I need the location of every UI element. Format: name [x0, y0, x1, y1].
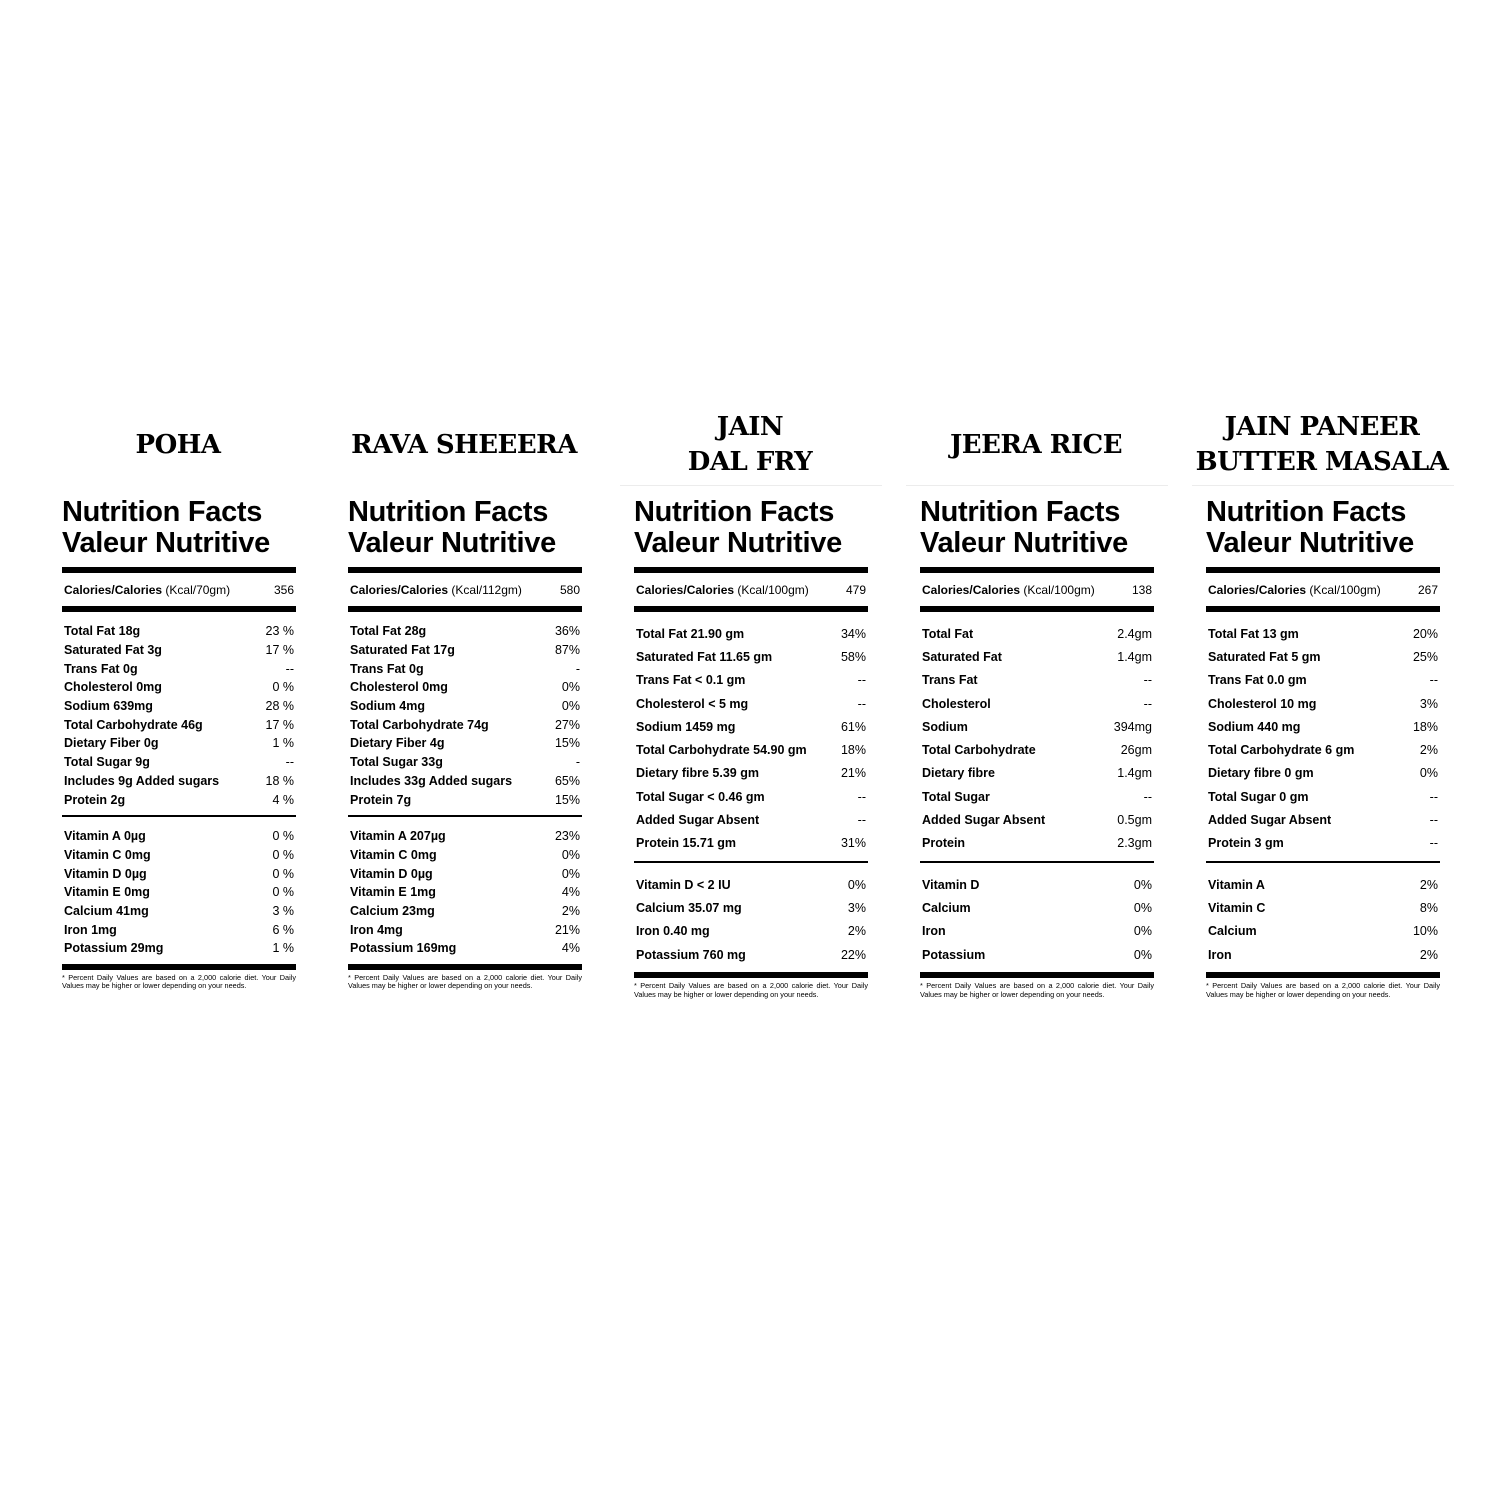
- nutrient-label: Sodium 639mg: [64, 699, 153, 714]
- nutrient-value: 0 %: [272, 680, 294, 695]
- heading-nutrition-facts: Nutrition Facts: [634, 496, 835, 528]
- nutrient-value: 17 %: [265, 643, 294, 658]
- nutrition-panel: [634, 497, 868, 999]
- nutrient-label: Trans Fat 0g: [350, 661, 424, 676]
- vitamin-label: Vitamin C 0mg: [350, 847, 437, 862]
- nutrient-row: [350, 622, 580, 641]
- product-title-line: RAVA SHEEERA: [351, 429, 577, 460]
- calories-label: Calories/Calories: [1208, 582, 1307, 597]
- heading-valeur-nutritive: Valeur Nutritive: [920, 527, 1128, 559]
- nutrient-row: [636, 785, 866, 808]
- nutrient-value: 18%: [1412, 719, 1438, 734]
- vitamins-section: [634, 863, 868, 972]
- nutrient-label: Includes 9g Added sugars: [64, 773, 220, 788]
- product-title: [902, 405, 1170, 485]
- nutrient-value: --: [1143, 789, 1152, 804]
- vitamin-value: 3%: [847, 900, 866, 915]
- nutrient-value: 0%: [561, 699, 580, 714]
- nutrient-value: --: [857, 696, 866, 711]
- nutrient-label: Trans Fat < 0.1 gm: [636, 673, 746, 688]
- heading-nutrition-facts: Nutrition Facts: [62, 496, 263, 528]
- heading-nutrition-facts: Nutrition Facts: [348, 496, 549, 528]
- vitamin-row: [64, 846, 294, 865]
- title-divider: [620, 485, 882, 486]
- nutrient-label: Sodium: [922, 719, 968, 734]
- vitamin-row: [922, 873, 1152, 896]
- nutrient-value: 87%: [554, 643, 580, 658]
- vitamin-label: Vitamin A 0µg: [64, 829, 146, 844]
- nutrient-row: [636, 832, 866, 855]
- calories-unit: (Kcal/70gm): [165, 582, 231, 597]
- vitamin-label: Potassium 169mg: [350, 941, 457, 956]
- nutrient-value: 18%: [840, 743, 866, 758]
- nutrient-label: Cholesterol 0mg: [350, 680, 448, 695]
- heading-valeur-nutritive: Valeur Nutritive: [1206, 527, 1414, 559]
- nutrient-label: Protein 2g: [64, 792, 126, 807]
- nutrient-label: Dietary Fiber 0g: [64, 736, 159, 751]
- nutrient-label: Saturated Fat 3g: [64, 643, 162, 658]
- vitamin-row: [350, 902, 580, 921]
- nutrient-row: [636, 645, 866, 668]
- vitamin-label: Vitamin E 0mg: [64, 885, 150, 900]
- nutrient-label: Total Fat 13 gm: [1208, 626, 1299, 641]
- nutrient-value: --: [1143, 673, 1152, 688]
- nutrients-section: [1206, 612, 1440, 861]
- nutrient-label: Includes 33g Added sugars: [350, 773, 513, 788]
- nutrient-label: Saturated Fat 5 gm: [1208, 649, 1321, 664]
- nutrient-row: [350, 753, 580, 772]
- nutrient-value: 65%: [554, 773, 580, 788]
- vitamin-value: 4%: [561, 941, 580, 956]
- nutrient-label: Total Sugar 9g: [64, 755, 150, 770]
- footnote: * Percent Daily Values are based on a 2,000 calorie diet. Your Daily Values may be higher or lower depending on your needs.: [62, 972, 296, 991]
- vitamin-value: 0%: [1133, 924, 1152, 939]
- vitamin-value: 2%: [847, 924, 866, 939]
- vitamin-label: Iron 1mg: [64, 922, 117, 937]
- vitamin-row: [350, 827, 580, 846]
- vitamin-value: 0%: [847, 877, 866, 892]
- title-divider: [1192, 485, 1454, 486]
- nutrient-value: 21%: [840, 766, 866, 781]
- nutrient-row: [1208, 785, 1438, 808]
- heading-valeur-nutritive: Valeur Nutritive: [634, 527, 842, 559]
- nutrient-row: [922, 762, 1152, 785]
- nutrition-panel: [348, 497, 582, 991]
- nutrient-value: 1.4gm: [1117, 649, 1152, 664]
- nutrients-section: [348, 612, 582, 815]
- nutrient-row: [350, 641, 580, 660]
- vitamin-label: Vitamin D 0µg: [350, 866, 433, 881]
- nutrient-label: Total Carbohydrate 6 gm: [1208, 743, 1355, 758]
- nutrient-row: [922, 692, 1152, 715]
- vitamin-row: [636, 920, 866, 943]
- nutrient-row: [64, 753, 294, 772]
- vitamin-label: Vitamin C: [1208, 900, 1266, 915]
- calories-unit: (Kcal/100gm): [737, 582, 809, 597]
- vitamin-label: Calcium 35.07 mg: [636, 900, 742, 915]
- calories-row: [920, 573, 1154, 606]
- nutrient-value: 28 %: [265, 699, 294, 714]
- vitamin-label: Iron: [922, 924, 946, 939]
- vitamin-row: [636, 896, 866, 919]
- nutrient-row: [922, 738, 1152, 761]
- nutrient-value: 31%: [840, 836, 866, 851]
- vitamin-value: 0%: [561, 866, 580, 881]
- nutrient-label: Dietary fibre 0 gm: [1208, 766, 1314, 781]
- vitamin-label: Potassium 760 mg: [636, 947, 746, 962]
- nutrient-label: Total Carbohydrate 74g: [350, 717, 489, 732]
- calories-value: 356: [273, 582, 294, 597]
- vitamin-label: Vitamin D: [922, 877, 980, 892]
- product-title-line: JAIN: [716, 412, 784, 442]
- nutrient-label: Sodium 440 mg: [1208, 719, 1301, 734]
- vitamin-label: Calcium: [1208, 924, 1257, 939]
- vitamin-row: [64, 939, 294, 958]
- calories-label: Calories/Calories: [64, 582, 163, 597]
- footnote: * Percent Daily Values are based on a 2,000 calorie diet. Your Daily Values may be higher or lower depending on your needs.: [634, 981, 868, 999]
- vitamins-section: [920, 863, 1154, 972]
- product-title: [1188, 405, 1456, 485]
- vitamin-row: [64, 827, 294, 846]
- vitamin-value: 2%: [1419, 947, 1438, 962]
- vitamins-section: [348, 817, 582, 964]
- nutrient-value: 20%: [1412, 626, 1438, 641]
- nutrient-label: Added Sugar Absent: [636, 813, 760, 828]
- nutrient-row: [1208, 669, 1438, 692]
- nutrient-label: Cholesterol: [922, 696, 991, 711]
- vitamin-value: 0%: [1133, 900, 1152, 915]
- vitamin-row: [636, 943, 866, 966]
- vitamin-row: [1208, 873, 1438, 896]
- nutrient-row: [1208, 692, 1438, 715]
- vitamin-row: [1208, 896, 1438, 919]
- nutrient-row: [922, 645, 1152, 668]
- nutrient-value: --: [1143, 696, 1152, 711]
- nutrient-value: 17 %: [265, 717, 294, 732]
- product-title-line: BUTTER MASALA: [1195, 447, 1449, 477]
- product-title: [330, 405, 598, 485]
- nutrients-section: [920, 612, 1154, 861]
- vitamin-value: 21%: [554, 922, 580, 937]
- nutrient-row: [1208, 738, 1438, 761]
- nutrient-row: [64, 622, 294, 641]
- vitamin-label: Vitamin D 0µg: [64, 866, 147, 881]
- vitamin-row: [636, 873, 866, 896]
- nutrient-row: [636, 808, 866, 831]
- vitamin-row: [1208, 920, 1438, 943]
- nutrient-value: 58%: [840, 649, 866, 664]
- vitamin-row: [1208, 943, 1438, 966]
- vitamin-value: 10%: [1412, 924, 1438, 939]
- nutrients-section: [62, 612, 296, 815]
- nutrient-value: 4 %: [272, 792, 294, 807]
- footnote: * Percent Daily Values are based on a 2,000 calorie diet. Your Daily Values may be higher or lower depending on your needs.: [1206, 981, 1440, 999]
- vitamin-label: Calcium 41mg: [64, 903, 149, 918]
- vitamin-label: Vitamin E 1mg: [350, 885, 436, 900]
- nutrient-row: [1208, 808, 1438, 831]
- vitamin-value: 6 %: [272, 922, 294, 937]
- nutrient-label: Cholesterol 10 mg: [1208, 696, 1317, 711]
- nutrient-value: --: [857, 673, 866, 688]
- calories-row: [62, 573, 296, 606]
- vitamin-row: [922, 920, 1152, 943]
- nutrient-value: 3%: [1419, 696, 1438, 711]
- nutrient-value: 0%: [561, 680, 580, 695]
- nutrient-label: Total Sugar < 0.46 gm: [636, 789, 765, 804]
- vitamin-label: Vitamin A 207µg: [350, 829, 446, 844]
- nutrient-row: [350, 697, 580, 716]
- nutrient-row: [922, 785, 1152, 808]
- nutrient-row: [922, 715, 1152, 738]
- nutrient-label: Dietary fibre: [922, 766, 995, 781]
- nutrient-row: [64, 641, 294, 660]
- nutrient-label: Protein 3 gm: [1208, 836, 1284, 851]
- calories-unit: (Kcal/100gm): [1023, 582, 1095, 597]
- vitamin-value: 2%: [561, 903, 580, 918]
- nutrient-label: Saturated Fat 17g: [350, 643, 455, 658]
- nutrient-label: Sodium 1459 mg: [636, 719, 736, 734]
- vitamin-value: 0 %: [272, 885, 294, 900]
- nutrient-value: --: [1429, 813, 1438, 828]
- nutrient-row: [64, 715, 294, 734]
- nutrient-row: [64, 734, 294, 753]
- calories-label: Calories/Calories: [636, 582, 735, 597]
- product-title-line: POHA: [135, 429, 221, 460]
- nutrient-row: [64, 659, 294, 678]
- vitamin-label: Iron: [1208, 947, 1232, 962]
- calories-unit: (Kcal/112gm): [451, 582, 522, 597]
- nutrition-card-poha: [44, 395, 312, 1015]
- vitamin-value: 1 %: [272, 941, 294, 956]
- vitamin-value: 0%: [561, 847, 580, 862]
- nutrition-card-rava-sheeera: [330, 395, 598, 1015]
- nutrient-row: [64, 772, 294, 791]
- vitamin-row: [922, 943, 1152, 966]
- nutrient-row: [922, 622, 1152, 645]
- nutrient-value: 18 %: [265, 773, 294, 788]
- nutrient-row: [1208, 622, 1438, 645]
- nutrition-panel: [1206, 497, 1440, 999]
- nutrition-panel: [920, 497, 1154, 999]
- nutrition-card-jain-paneer-butter-masala: [1188, 395, 1456, 1015]
- heading-nutrition-facts: Nutrition Facts: [1206, 496, 1407, 528]
- vitamin-label: Vitamin A: [1208, 877, 1265, 892]
- nutrient-label: Total Carbohydrate 46g: [64, 717, 203, 732]
- nutrient-value: --: [1429, 673, 1438, 688]
- nutrient-row: [1208, 832, 1438, 855]
- nutrient-row: [636, 762, 866, 785]
- vitamin-value: 22%: [840, 947, 866, 962]
- nutrient-label: Added Sugar Absent: [922, 813, 1046, 828]
- vitamin-value: 0%: [1133, 877, 1152, 892]
- nutrient-label: Saturated Fat 11.65 gm: [636, 649, 773, 664]
- vitamin-row: [922, 896, 1152, 919]
- nutrient-value: 2.4gm: [1117, 626, 1152, 641]
- nutrient-row: [922, 669, 1152, 692]
- vitamin-value: 3 %: [272, 903, 294, 918]
- nutrient-row: [636, 622, 866, 645]
- nutrient-value: -: [575, 755, 580, 770]
- footnote: * Percent Daily Values are based on a 2,000 calorie diet. Your Daily Values may be higher or lower depending on your needs.: [920, 981, 1154, 999]
- nutrient-value: -: [575, 661, 580, 676]
- vitamin-row: [350, 883, 580, 902]
- nutrient-row: [350, 790, 580, 809]
- calories-value: 479: [845, 582, 866, 597]
- vitamin-value: 0 %: [272, 847, 294, 862]
- product-title: [44, 405, 312, 485]
- nutrient-value: 25%: [1412, 649, 1438, 664]
- nutrient-row: [350, 659, 580, 678]
- calories-unit: (Kcal/100gm): [1309, 582, 1381, 597]
- nutrient-value: 15%: [554, 736, 580, 751]
- nutrient-row: [922, 808, 1152, 831]
- vitamin-value: 4%: [561, 885, 580, 900]
- nutrient-row: [1208, 715, 1438, 738]
- nutrient-label: Dietary fibre 5.39 gm: [636, 766, 759, 781]
- nutrient-label: Total Fat 18g: [64, 624, 141, 639]
- nutrient-value: --: [1429, 836, 1438, 851]
- product-title: [616, 405, 884, 485]
- vitamins-section: [1206, 863, 1440, 972]
- nutrient-row: [636, 738, 866, 761]
- nutrient-label: Total Fat: [922, 626, 974, 641]
- vitamin-label: Calcium 23mg: [350, 903, 435, 918]
- vitamin-label: Iron 4mg: [350, 922, 403, 937]
- nutrient-value: 61%: [840, 719, 866, 734]
- nutrient-row: [64, 790, 294, 809]
- vitamin-row: [350, 939, 580, 958]
- product-title-line: DAL FRY: [687, 447, 813, 477]
- nutrient-row: [350, 678, 580, 697]
- vitamin-row: [64, 902, 294, 921]
- nutrient-value: 26gm: [1120, 743, 1152, 758]
- nutrient-value: 36%: [554, 624, 580, 639]
- heading-valeur-nutritive: Valeur Nutritive: [62, 527, 270, 559]
- nutrient-value: 2.3gm: [1117, 836, 1152, 851]
- nutrient-row: [636, 715, 866, 738]
- nutrient-row: [1208, 762, 1438, 785]
- vitamin-value: 23%: [554, 829, 580, 844]
- vitamin-value: 8%: [1419, 900, 1438, 915]
- nutrient-row: [350, 772, 580, 791]
- nutrition-card-jeera-rice: [902, 395, 1170, 1015]
- nutrient-label: Cholesterol 0mg: [64, 680, 162, 695]
- nutrient-label: Dietary Fiber 4g: [350, 736, 445, 751]
- nutrient-row: [64, 697, 294, 716]
- vitamin-row: [350, 920, 580, 939]
- nutrient-label: Total Sugar 33g: [350, 755, 443, 770]
- nutrient-value: 394mg: [1113, 719, 1152, 734]
- nutrient-row: [350, 734, 580, 753]
- calories-row: [1206, 573, 1440, 606]
- nutrient-label: Saturated Fat: [922, 649, 1002, 664]
- nutrition-card-jain-dal-fry: [616, 395, 884, 1015]
- heading-valeur-nutritive: Valeur Nutritive: [348, 527, 556, 559]
- nutrient-value: --: [857, 813, 866, 828]
- vitamins-section: [62, 817, 296, 964]
- nutrient-row: [922, 832, 1152, 855]
- nutrient-row: [350, 715, 580, 734]
- vitamin-row: [64, 920, 294, 939]
- calories-value: 580: [559, 582, 580, 597]
- nutrient-label: Total Carbohydrate 54.90 gm: [636, 743, 807, 758]
- vitamin-row: [64, 864, 294, 883]
- vitamin-row: [350, 846, 580, 865]
- nutrient-label: Added Sugar Absent: [1208, 813, 1332, 828]
- nutrient-label: Protein 7g: [350, 792, 412, 807]
- vitamin-value: 0 %: [272, 829, 294, 844]
- nutrient-row: [1208, 645, 1438, 668]
- vitamin-label: Calcium: [922, 900, 971, 915]
- nutrient-value: 34%: [840, 626, 866, 641]
- vitamin-row: [64, 883, 294, 902]
- nutrient-value: 1.4gm: [1117, 766, 1152, 781]
- nutrient-value: 0%: [1419, 766, 1438, 781]
- nutrient-row: [64, 678, 294, 697]
- nutrient-value: 23 %: [265, 624, 294, 639]
- product-title-line: JEERA RICE: [949, 429, 1123, 460]
- nutrition-panel: [62, 497, 296, 991]
- nutrient-label: Trans Fat: [922, 673, 978, 688]
- title-divider: [906, 485, 1168, 486]
- nutrient-label: Sodium 4mg: [350, 699, 426, 714]
- nutrient-value: --: [285, 661, 294, 676]
- vitamin-label: Potassium 29mg: [64, 941, 164, 956]
- nutrient-label: Total Sugar 0 gm: [1208, 789, 1309, 804]
- nutrient-label: Total Sugar: [922, 789, 990, 804]
- vitamin-value: 0%: [1133, 947, 1152, 962]
- vitamin-label: Vitamin C 0mg: [64, 847, 151, 862]
- vitamin-label: Iron 0.40 mg: [636, 924, 710, 939]
- nutrient-label: Protein: [922, 836, 966, 851]
- vitamin-label: Potassium: [922, 947, 986, 962]
- nutrient-value: 0.5gm: [1117, 813, 1152, 828]
- calories-label: Calories/Calories: [922, 582, 1021, 597]
- nutrient-value: --: [857, 789, 866, 804]
- heading-nutrition-facts: Nutrition Facts: [920, 496, 1121, 528]
- calories-value: 267: [1417, 582, 1438, 597]
- nutrient-value: 27%: [554, 717, 580, 732]
- calories-row: [634, 573, 868, 606]
- vitamin-value: 0 %: [272, 866, 294, 881]
- nutrient-value: --: [1429, 789, 1438, 804]
- nutrient-value: 2%: [1419, 743, 1438, 758]
- calories-label: Calories/Calories: [350, 582, 449, 597]
- product-title-line: JAIN PANEER: [1224, 412, 1420, 442]
- nutrient-value: 1 %: [272, 736, 294, 751]
- nutrient-label: Trans Fat 0.0 gm: [1208, 673, 1307, 688]
- nutrient-row: [636, 692, 866, 715]
- nutrient-label: Trans Fat 0g: [64, 661, 138, 676]
- footnote: * Percent Daily Values are based on a 2,000 calorie diet. Your Daily Values may be higher or lower depending on your needs.: [348, 972, 582, 991]
- nutrients-section: [634, 612, 868, 861]
- calories-value: 138: [1131, 582, 1152, 597]
- nutrient-label: Total Fat 21.90 gm: [636, 626, 745, 641]
- nutrient-label: Total Carbohydrate: [922, 743, 1036, 758]
- nutrient-label: Total Fat 28g: [350, 624, 427, 639]
- calories-row: [348, 573, 582, 606]
- vitamin-row: [350, 864, 580, 883]
- nutrient-label: Cholesterol < 5 mg: [636, 696, 749, 711]
- nutrient-label: Protein 15.71 gm: [636, 836, 737, 851]
- vitamin-label: Vitamin D < 2 IU: [636, 877, 731, 892]
- nutrient-value: --: [285, 755, 294, 770]
- nutrient-value: 15%: [554, 792, 580, 807]
- vitamin-value: 2%: [1419, 877, 1438, 892]
- nutrient-row: [636, 669, 866, 692]
